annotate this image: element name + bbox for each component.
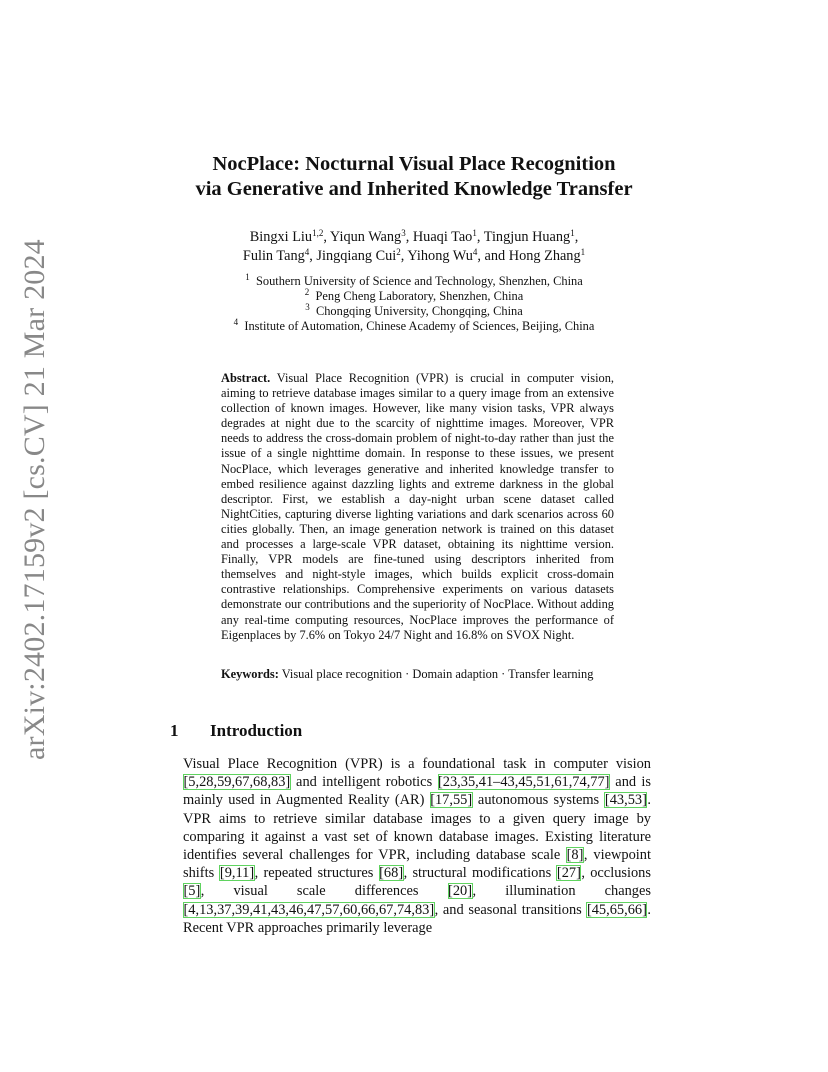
author-affil-sup: 1,2 — [312, 228, 324, 238]
abstract-label: Abstract. — [221, 371, 271, 385]
keywords-text: Visual place recognition · Domain adaption · Transfer learning — [281, 667, 594, 681]
author-name: Fulin Tang — [242, 248, 305, 264]
citation-link[interactable]: [9,11] — [219, 865, 255, 882]
citation-link[interactable]: [27] — [556, 865, 581, 882]
body-text: , viewpoint shifts — [183, 847, 651, 882]
affiliation-text: Peng Cheng Laboratory, Shenzhen, China — [315, 289, 524, 303]
author-affil-sup: 4 — [472, 247, 478, 257]
affiliation-text: Southern University of Science and Technology, Shenzhen, China — [255, 274, 583, 288]
body-text: , illumination changes — [472, 883, 651, 900]
body-text: , structural modifications — [403, 865, 557, 882]
citation-link[interactable]: [5,28,59,67,68,83] — [183, 774, 291, 791]
keywords — [221, 667, 614, 682]
author-name: , and Hong Zhang — [477, 248, 581, 264]
author-name: , Huaqi Tao — [405, 229, 473, 245]
author-name: , Yihong Wu — [400, 248, 473, 264]
affiliation-text: Institute of Automation, Chinese Academy of Sciences, Beijing, China — [244, 319, 595, 333]
body-text: autonomous systems — [472, 792, 605, 809]
author-affil-sup: 1 — [570, 228, 575, 238]
body-text: , visual scale differences — [200, 883, 448, 900]
title-line-2: via Generative and Inherited Knowledge Transfer — [195, 178, 633, 200]
author-affil-sup: 4 — [304, 247, 310, 257]
arxiv-watermark: arXiv:2402.17159v2 [cs.CV] 21 Mar 2024 — [18, 239, 51, 760]
section-heading — [170, 721, 302, 741]
citation-link[interactable]: [20] — [448, 883, 473, 900]
author-affil-sup: 1 — [472, 228, 477, 238]
section-number: 1 — [170, 721, 179, 740]
author-name: Bingxi Liu — [249, 229, 313, 245]
paper-title — [0, 152, 828, 202]
citation-link[interactable]: [4,13,37,39,41,43,46,47,57,60,66,67,74,83] — [183, 901, 435, 918]
author-line-1 — [0, 228, 828, 247]
title-line-1: NocPlace: Nocturnal Visual Place Recognition — [212, 153, 616, 175]
affiliation-text: Chongqing University, Chongqing, China — [315, 304, 523, 318]
abstract — [221, 371, 614, 643]
body-text: Visual Place Recognition (VPR) is a foundational task in computer vision — [183, 756, 651, 772]
affiliation-sup: 3 — [305, 302, 310, 312]
body-text: . Recent VPR approaches primarily leverage — [183, 901, 651, 936]
author-affil-sup: 2 — [396, 247, 401, 257]
abstract-text: Visual Place Recognition (VPR) is crucial in computer vision, aiming to retrieve database images similar to a query image from an extensive collection of known images. However, like many vision tasks, VPR always degrades at night due to the scarcity of nighttime images. Moreover, VPR needs to address the cross-domain problem of night-to-day rather than just the issue of a single nighttime domain. In response to these issues, we present NocPlace, which leverages generative and inherited knowledge transfer to embed resilience against dazzling lights and extreme darkness in the global descriptor. First, we establish a day-night urban scene dataset called NightCities, capturing diverse lighting variations and dark scenarios across 60 cities globally. Then, an image generation network is trained on this dataset and processes a large-scale VPR dataset, obtaining its nighttime version. Finally, VPR models are fine-tuned using descriptors inherited from themselves and night-style images, which builds explicit cross-domain contrastive relationships. Comprehensive experiments on various datasets demonstrate our contributions and the superiority of NocPlace. Without adding any real-time computing resources, NocPlace improves the performance of Eigenplaces by 7.6% on Tokyo 24/7 Night and 16.8% on SVOX Night. — [221, 371, 615, 642]
affiliation-2 — [0, 289, 828, 304]
body-text: and is mainly used in Augmented Reality (AR) — [183, 774, 651, 809]
body-text: , repeated structures — [254, 865, 379, 882]
affiliation-sup: 1 — [245, 272, 250, 282]
author-line-2 — [0, 247, 828, 266]
author-name: , Jingqiang Cui — [309, 248, 397, 264]
author-name: , Yiqun Wang — [323, 229, 402, 245]
body-text: . VPR aims to retrieve similar database images to a given query image by comparing it against a vast set of known database images. Existing literature identifies several challenges for VPR, including database scale — [183, 792, 651, 864]
citation-link[interactable]: [45,65,66] — [586, 901, 647, 918]
body-text: and intelligent robotics — [290, 774, 438, 791]
body-text: , and seasonal transitions — [434, 901, 587, 918]
body-text: , occlusions — [581, 865, 651, 882]
author-list — [0, 228, 828, 266]
author-affil-sup: 1 — [580, 247, 586, 257]
affiliation-4 — [0, 319, 828, 334]
citation-link[interactable]: [17,55] — [430, 792, 473, 809]
citation-link[interactable]: [8] — [566, 847, 584, 864]
affiliation-sup: 4 — [233, 317, 239, 327]
citation-link[interactable]: [5] — [183, 883, 201, 900]
author-name: , Tingjun Huang — [476, 229, 571, 245]
citation-link[interactable]: [43,53] — [604, 792, 647, 809]
affiliation-3 — [0, 304, 828, 319]
affiliation-list — [0, 274, 828, 334]
affiliation-1 — [0, 274, 828, 289]
citation-link[interactable]: [68] — [379, 865, 404, 882]
introduction-paragraph — [183, 755, 651, 937]
citation-link[interactable]: [23,35,41–43,45,51,61,74,77] — [438, 774, 610, 791]
author-affil-sup: 3 — [401, 228, 406, 238]
keywords-label: Keywords: — [221, 667, 279, 681]
affiliation-sup: 2 — [304, 287, 310, 297]
author-separator: , — [574, 229, 579, 245]
section-title: Introduction — [210, 721, 303, 740]
